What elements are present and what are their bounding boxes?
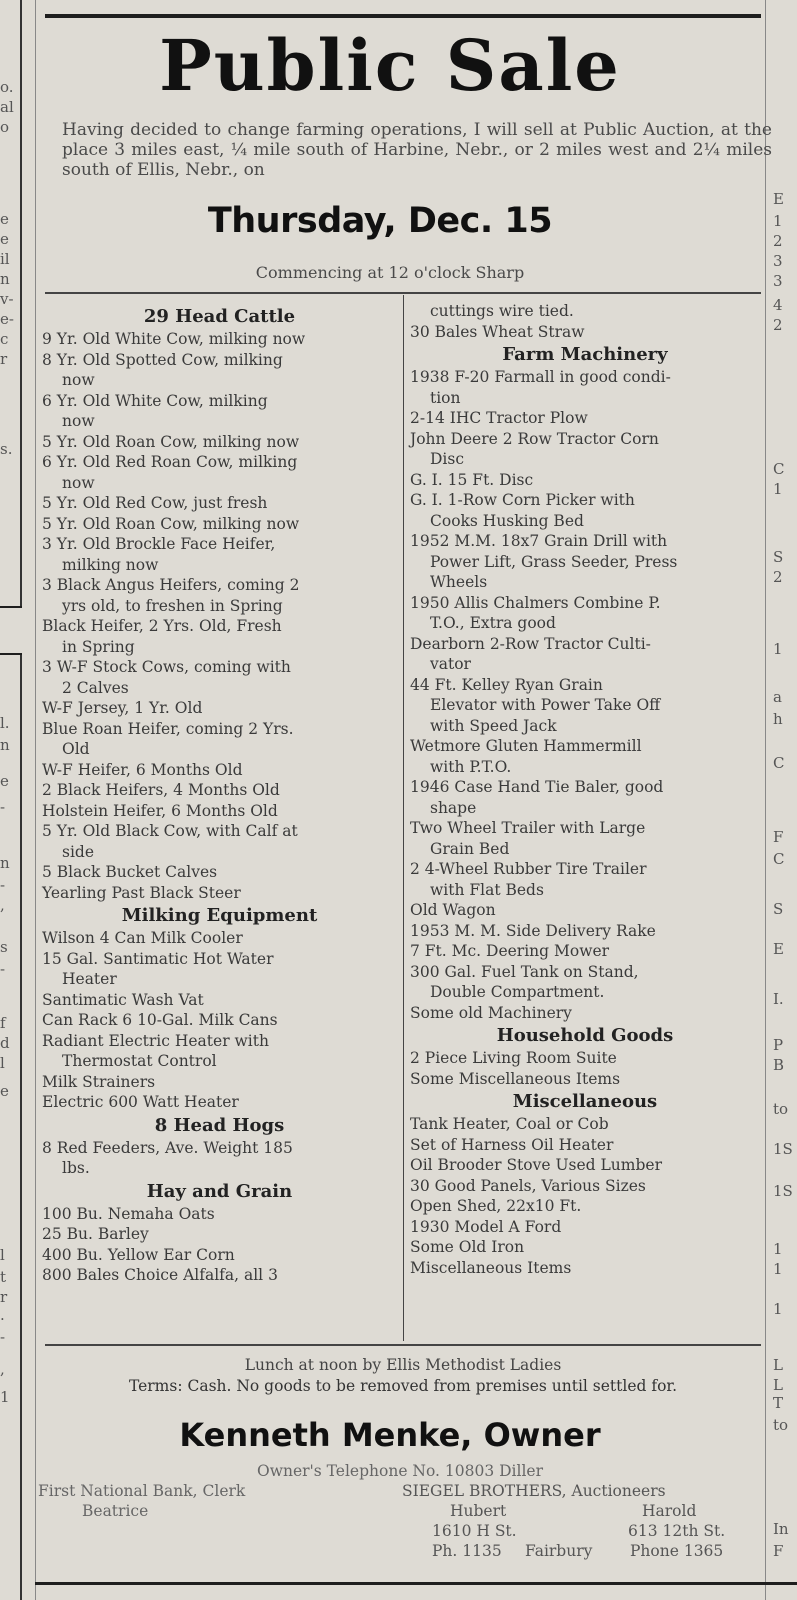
list-item: with Flat Beds [430,880,544,899]
margin-fragment: l. [0,714,10,732]
list-item: 1938 F-20 Farmall in good condi- [410,368,671,386]
margin-fragment: C [773,754,785,772]
margin-fragment: l [0,1246,5,1264]
left-margin-break-top [0,606,22,608]
list-item: 3 Black Angus Heifers, coming 2 [42,576,300,594]
list-item: Some old Machinery [410,1003,572,1022]
terms-note: Terms: Cash. No goods to be removed from premises until settled for. [128,1377,678,1395]
margin-fragment: e [0,210,9,228]
margin-fragment: e [0,230,9,248]
margin-fragment: al [0,98,14,116]
margin-fragment: v- [0,290,14,308]
hubert-address: 1610 H St. [432,1522,517,1540]
margin-fragment: s. [0,440,13,458]
margin-fragment: S [773,900,784,918]
margin-fragment: , [0,896,5,914]
section-heading: 29 Head Cattle [143,306,296,327]
margin-fragment: L [773,1376,783,1394]
margin-fragment: f [0,1014,6,1032]
margin-fragment: S [773,548,784,566]
ad-bottom-rule [35,1582,797,1585]
margin-fragment: e [0,1082,9,1100]
list-item: 30 Bales Wheat Straw [410,322,585,341]
margin-fragment: r [0,350,8,368]
list-item: Electric 600 Watt Heater [42,1093,239,1111]
list-item: Disc [430,450,465,468]
list-item: lbs. [62,1159,90,1177]
section-heading: Miscellaneous [512,1091,658,1112]
list-item: 2 4-Wheel Rubber Tire Trailer [410,860,647,878]
harold-address: 613 12th St. [628,1522,726,1540]
margin-fragment: - [0,1328,6,1346]
margin-fragment: d [0,1034,10,1052]
list-item: 2-14 IHC Tractor Plow [410,409,588,427]
margin-fragment: C [773,850,785,868]
header-divider [45,292,761,294]
margin-fragment: In [773,1520,789,1538]
list-item: 800 Bales Choice Alfalfa, all 3 [42,1266,278,1284]
margin-fragment: n [0,736,10,754]
auctioneers: SIEGEL BROTHERS, Auctioneers [402,1482,666,1500]
list-item: 400 Bu. Yellow Ear Corn [42,1245,235,1264]
list-item: Some Old Iron [410,1238,525,1256]
list-item: Grain Bed [430,839,510,858]
list-item: Old [62,740,90,758]
margin-fragment: 1 [773,212,783,230]
list-item: Wilson 4 Can Milk Cooler [42,929,243,947]
list-item: 2 Black Heifers, 4 Months Old [42,781,280,799]
list-item: Blue Roan Heifer, coming 2 Yrs. [42,719,294,738]
list-item: T.O., Extra good [430,614,556,632]
sale-time: Commencing at 12 o'clock Sharp [255,263,525,282]
margin-fragment: T [773,1394,784,1412]
list-item: side [62,842,95,861]
list-item: 44 Ft. Kelley Ryan Grain [410,675,603,694]
list-item: 7 Ft. Mc. Deering Mower [410,942,610,960]
list-item: Milk Strainers [42,1072,156,1091]
margin-fragment: 2 [773,568,783,586]
list-item: 3 Yr. Old Brockle Face Heifer, [42,535,276,553]
margin-fragment: r [0,1288,8,1306]
list-item: 1953 M. M. Side Delivery Rake [410,921,656,940]
list-item: yrs old, to freshen in Spring [62,596,283,615]
list-item: with Speed Jack [430,716,557,735]
auctioneer-hubert: Hubert [450,1502,507,1520]
margin-fragment: E [773,940,784,958]
margin-fragment: - [0,960,6,978]
margin-fragment: t [0,1268,7,1286]
margin-fragment: l [0,1054,5,1072]
margin-fragment: - [0,798,6,816]
list-item: 100 Bu. Nemaha Oats [42,1204,215,1223]
left-margin-break-bottom [0,653,22,655]
list-item: 25 Bu. Barley [42,1225,149,1243]
margin-fragment: E [773,190,784,208]
left-column-rule-bottom [20,655,22,1600]
list-item: milking now [62,555,159,574]
right-listing-column [410,301,760,1278]
list-item: Thermostat Control [62,1052,217,1070]
clerk-name: First National Bank, Clerk [38,1482,246,1500]
list-item: 5 Yr. Old Red Cow, just fresh [42,494,268,512]
clerk-city: Beatrice [82,1502,149,1520]
margin-fragment: to [773,1416,789,1434]
margin-fragment: 1 [773,1260,783,1278]
margin-fragment: 4 [773,296,783,314]
list-item: 5 Yr. Old Roan Cow, milking now [42,432,300,451]
sale-date: Thursday, Dec. 15 [207,201,553,241]
lunch-note: Lunch at noon by Ellis Methodist Ladies [244,1356,562,1374]
list-item: Miscellaneous Items [410,1258,572,1277]
list-item: vator [430,655,471,673]
column-divider [403,295,404,1341]
list-item: Set of Harness Oil Heater [410,1135,614,1154]
list-item: 5 Yr. Old Black Cow, with Calf at [42,822,298,840]
margin-fragment: o. [0,78,14,96]
margin-fragment: P [773,1036,784,1054]
margin-fragment: 3 [773,252,783,270]
section-heading: Milking Equipment [121,905,318,926]
list-item: 1950 Allis Chalmers Combine P. [410,593,661,612]
list-item: Heater [62,970,117,988]
margin-fragment: s [0,938,8,956]
hubert-phone: Ph. 1135 [432,1542,502,1560]
margin-fragment: il [0,250,10,268]
list-item: Two Wheel Trailer with Large [410,819,646,837]
margin-fragment: B [773,1056,785,1074]
list-item: Open Shed, 22x10 Ft. [410,1197,582,1215]
auctioneer-harold: Harold [642,1502,697,1520]
margin-fragment: 1 [0,1388,10,1406]
list-item: Elevator with Power Take Off [430,696,661,714]
list-item: Can Rack 6 10-Gal. Milk Cans [42,1011,278,1029]
margin-fragment: n [0,854,10,872]
list-item: W-F Jersey, 1 Yr. Old [42,699,203,717]
section-heading: Household Goods [496,1025,674,1046]
margin-fragment: 2 [773,232,783,250]
list-item: 9 Yr. Old White Cow, milking now [42,330,306,348]
list-item: tion [430,388,461,407]
footer-divider [45,1344,761,1346]
list-item: G. I. 15 Ft. Disc [410,470,534,489]
list-item: Cooks Husking Bed [430,511,584,530]
margin-fragment: 1S [773,1182,793,1200]
list-item: 5 Black Bucket Calves [42,863,218,881]
margin-fragment: to [773,1100,789,1118]
list-item: 300 Gal. Fuel Tank on Stand, [410,962,639,981]
list-item: 8 Yr. Old Spotted Cow, milking [42,350,283,369]
margin-fragment: 1S [773,1140,793,1158]
margin-fragment: C [773,460,785,478]
margin-fragment: 1 [773,480,783,498]
left-listing-column [42,304,397,1286]
margin-fragment: F [773,1542,784,1560]
harold-phone: Phone 1365 [630,1542,724,1560]
list-item: Double Compartment. [430,983,605,1001]
list-item: Wheels [430,573,488,591]
ad-right-border [765,0,766,1600]
margin-fragment: . [0,1306,5,1324]
list-item: Power Lift, Grass Seeder, Press [430,552,678,571]
margin-fragment: 2 [773,316,783,334]
list-item: Yearling Past Black Steer [42,883,241,902]
list-item: 3 W-F Stock Cows, coming with [42,658,291,676]
list-item: now [62,412,95,430]
margin-fragment: n [0,270,10,288]
list-item: in Spring [62,637,135,656]
margin-fragment: 3 [773,272,783,290]
left-column-rule-top [20,0,22,608]
list-item: Some Miscellaneous Items [410,1069,621,1088]
section-heading: Farm Machinery [502,344,668,365]
section-heading: 8 Head Hogs [154,1114,285,1136]
city-name: Fairbury [525,1542,593,1560]
ad-title: Public Sale [159,24,621,107]
list-item: W-F Heifer, 6 Months Old [42,760,243,779]
list-item: 1952 M.M. 18x7 Grain Drill with [410,532,668,550]
list-item: G. I. 1-Row Corn Picker with [410,491,635,509]
list-item: Holstein Heifer, 6 Months Old [42,801,278,820]
list-item: John Deere 2 Row Tractor Corn [410,429,659,448]
list-item: Oil Brooder Stove Used Lumber [410,1156,662,1174]
owner-name: Kenneth Menke, Owner [179,1416,601,1454]
margin-fragment: , [0,1360,5,1378]
margin-fragment: c [0,330,9,348]
list-item: with P.T.O. [430,757,512,776]
list-item: Wetmore Gluten Hammermill [410,737,642,755]
list-item: 2 Calves [62,678,129,697]
list-item: now [62,371,95,389]
list-item: 8 Red Feeders, Ave. Weight 185 [42,1138,293,1157]
margin-fragment: F [773,828,784,846]
section-heading: Hay and Grain [146,1180,293,1202]
margin-fragment: 1 [773,640,783,658]
margin-fragment: - [0,876,6,894]
margin-fragment: o [0,118,10,136]
list-item: Black Heifer, 2 Yrs. Old, Fresh [42,617,282,635]
list-item: 15 Gal. Santimatic Hot Water [42,949,274,968]
list-item: Old Wagon [410,901,496,919]
ad-intro: Having decided to change farming operations, I will sell at Public Auction, at the place 3 miles east, ¼ mile south of Harbine, Nebr., or 2 miles west and 2¼ miles south of Ellis, Nebr., on [62,120,772,180]
list-item: Tank Heater, Coal or Cob [410,1115,609,1133]
margin-fragment: I. [773,990,784,1008]
owner-telephone: Owner's Telephone No. 10803 Diller [256,1462,544,1480]
list-item: 2 Piece Living Room Suite [410,1049,617,1067]
list-item: 1946 Case Hand Tie Baler, good [410,778,664,796]
margin-fragment: e [0,772,9,790]
list-item: 6 Yr. Old White Cow, milking [42,391,268,410]
margin-fragment: L [773,1356,783,1374]
list-item: 5 Yr. Old Roan Cow, milking now [42,514,300,533]
list-item: 30 Good Panels, Various Sizes [410,1176,646,1195]
list-item: 1930 Model A Ford [410,1217,562,1236]
ad-left-border [35,0,36,1600]
list-item: 6 Yr. Old Red Roan Cow, milking [42,453,298,471]
list-item: Santimatic Wash Vat [42,990,204,1009]
list-item: shape [430,798,477,817]
margin-fragment: e- [0,310,14,328]
margin-fragment: 1 [773,1300,783,1318]
margin-fragment: 1 [773,1240,783,1258]
list-item: cuttings wire tied. [430,302,574,320]
list-item: now [62,473,95,492]
list-item: Dearborn 2-Row Tractor Culti- [410,634,651,653]
list-item: Radiant Electric Heater with [42,1031,269,1050]
margin-fragment: h [773,710,783,728]
margin-fragment: a [773,688,782,706]
